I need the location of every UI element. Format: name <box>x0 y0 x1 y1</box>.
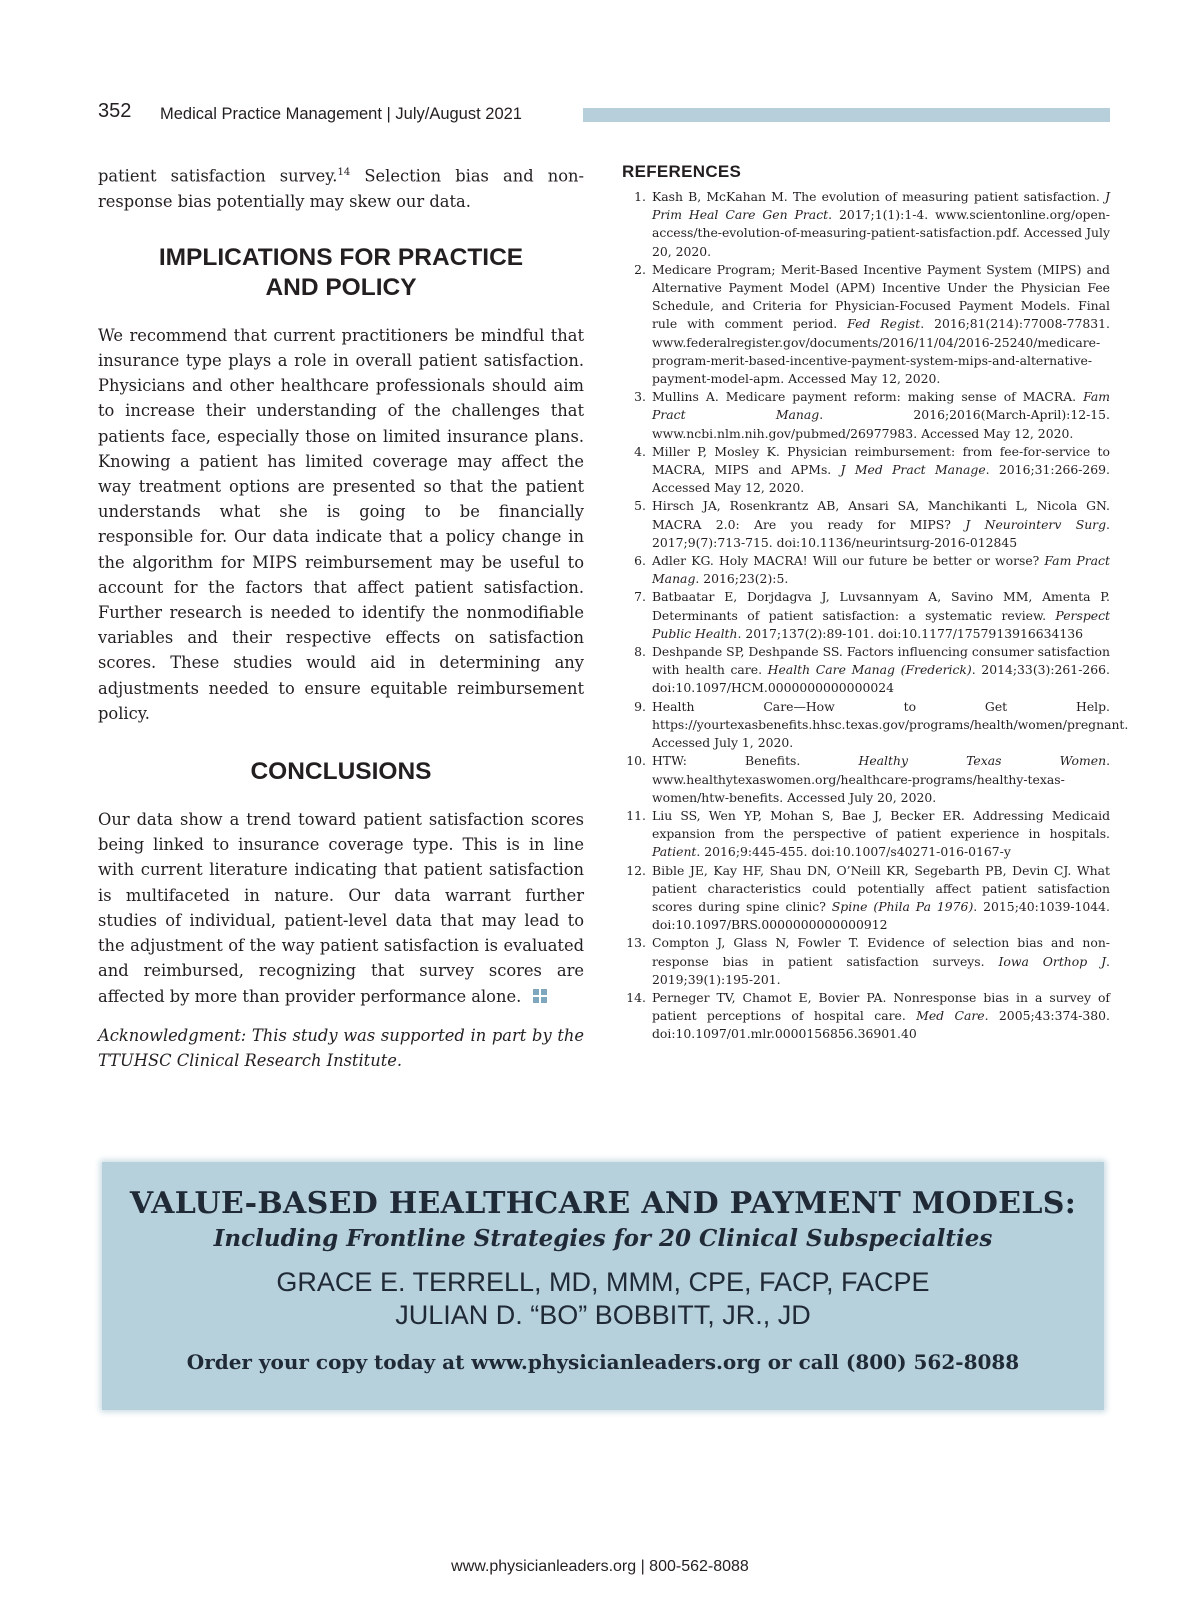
ad-authors <box>102 1266 1104 1332</box>
book-advertisement <box>102 1162 1104 1410</box>
page-header <box>98 100 1110 130</box>
reference-item <box>622 807 1110 862</box>
ad-author-2: JULIAN D. “BO” BOBBITT, JR., JD <box>395 1300 811 1330</box>
reference-journal: Spine (Phila Pa 1976) <box>831 898 974 914</box>
reference-number: 13. <box>626 935 646 951</box>
page-footer: www.physicianleaders.org | 800-562-8088 <box>451 1558 749 1575</box>
reference-journal: Patient <box>652 844 697 860</box>
reference-number: 4. <box>634 443 646 459</box>
reference-journal: J Neurointerv Surg <box>965 516 1107 532</box>
intro-paragraph: patient satisfaction survey.$^{14}$ Selection bias and non-response bias potentially may skew our data. <box>98 166 584 211</box>
page-number: 352 <box>98 100 132 122</box>
reference-number: 14. <box>626 989 646 1005</box>
reference-journal: J Prim Heal Care Gen Pract <box>652 189 1110 223</box>
header-accent-bar <box>583 108 1110 122</box>
reference-text: Deshpande SP, Deshpande SS. Factors influencing consumer satisfaction with health care. <box>652 644 1110 678</box>
reference-journal: Health Care Manag (Frederick) <box>767 662 972 678</box>
reference-text: Liu SS, Wen YP, Mohan S, Bae J, Becker ER. Addressing Medicaid expansion from the perspective of patient experience in hospitals. <box>652 807 1110 842</box>
ad-author-1: GRACE E. TERRELL, MD, MMM, CPE, FACP, FACPE <box>276 1267 930 1297</box>
reference-text: HTW: Benefits. <box>652 753 859 769</box>
reference-item <box>622 552 1110 588</box>
reference-details: . 2017;1(1):1-4. www.scientonline.org/open-access/the-evolution-of-measuring-patient-satisfaction.pdf. Accessed July 20, 2020. <box>652 207 1110 259</box>
reference-text: Bible JE, Kay HF, Shau DN, O’Neill KR, Segebarth PB, Devin CJ. What patient characteristics could potentially affect patient satisfaction scores during spine clinic? <box>652 862 1110 914</box>
reference-journal: Perspect Public Health <box>652 607 1110 641</box>
reference-number: 8. <box>634 644 646 660</box>
reference-item <box>622 261 1110 388</box>
reference-text: Perneger TV, Chamot E, Bovier PA. Nonresponse bias in a survey of patient perceptions of hospital care. <box>652 989 1110 1024</box>
reference-details: . 2016;23(2):5. <box>695 571 789 587</box>
reference-text: Adler KG. Holy MACRA! Will our future be better or worse? <box>652 553 1045 569</box>
ad-subtitle: Including Frontline Strategies for 20 Clinical Subspecialties <box>213 1225 993 1252</box>
reference-item <box>622 643 1110 698</box>
reference-item <box>622 497 1110 552</box>
reference-number: 1. <box>634 189 646 204</box>
reference-item <box>622 934 1110 989</box>
reference-text: Medicare Program; Merit-Based Incentive Payment System (MIPS) and Alternative Payment Model (APM) Incentive Under the Physician Fee Schedule, and Criteria for Physician-Focused Payment Models. Final rule with comment period. <box>652 261 1110 332</box>
implications-paragraph: We recommend that current practitioners be mindful that insurance type plays a role in overall patient satisfaction. Physicians and other healthcare professionals should aim to increase their understanding of the challenges that patients face, especially those on limited insurance plans. Knowing a patient has limited coverage may affect the way treatment options are presented so that the patient understands what she is going to be financially responsible for. Our data indicate that a policy change in the algorithm for MIPS reimbursement may be useful to account for the factors that affect patient satisfaction. Further research is needed to identify the nonmodifiable variables and their respective effects on satisfaction scores. These studies would aid in determining any adjustments needed to ensure equitable reimbursement policy. <box>98 325 584 723</box>
reference-details: . 2016;31:266-269. Accessed May 12, 2020. <box>652 462 1110 496</box>
reference-item <box>622 443 1110 498</box>
implications-heading: IMPLICATIONS FOR PRACTICE AND POLICY <box>158 243 524 301</box>
reference-text: Health Care—How to Get Help. https://yourtexasbenefits.hhsc.texas.gov/programs/health/women/pregnant. Accessed July 1, 2020. <box>652 698 1129 751</box>
reference-journal: Fed Regist <box>847 316 921 332</box>
reference-list <box>622 188 1129 1044</box>
ad-title: VALUE-BASED HEALTHCARE AND PAYMENT MODELS: <box>129 1186 1077 1221</box>
reference-number: 7. <box>634 589 646 605</box>
reference-text: Batbaatar E, Dorjdagva J, Luvsannyam A, Savino MM, Amenta P. Determinants of patient satisfaction: a systematic review. <box>652 589 1110 623</box>
references-heading: REFERENCES <box>622 162 742 181</box>
reference-journal: J Med Pract Manage <box>840 462 986 478</box>
reference-item <box>622 588 1110 643</box>
reference-details: . 2015;40:1039-1044. doi:10.1097/BRS.0000000000000912 <box>652 898 1110 933</box>
running-head: Medical Practice Management | July/August 2021 <box>160 105 522 123</box>
reference-details: . 2016;9:445-455. doi:10.1007/s40271-016-0167-y <box>696 844 1011 860</box>
reference-journal: Fam Pract Manag <box>652 389 1110 423</box>
reference-text: Mullins A. Medicare payment reform: making sense of MACRA. <box>652 389 1084 405</box>
reference-text: Kash B, McKahan M. The evolution of measuring patient satisfaction. <box>652 189 1106 204</box>
reference-number: 9. <box>634 698 646 714</box>
reference-item <box>622 188 1110 261</box>
reference-number: 5. <box>634 498 646 514</box>
reference-number: 2. <box>634 261 646 277</box>
reference-details: . 2017;9(7):713-715. doi:10.1136/neurintsurg-2016-012845 <box>652 516 1110 550</box>
ad-order-line: Order your copy today at www.physicianleaders.org or call (800) 562-8088 <box>186 1350 1020 1374</box>
reference-details: . www.healthytexaswomen.org/healthcare-programs/healthy-texas-women/htw-benefits. Accessed July 20, 2020. <box>652 753 1111 805</box>
reference-number: 11. <box>626 807 646 823</box>
reference-item <box>622 698 1129 753</box>
reference-details: . 2016;2016(March-April):12-15. www.ncbi.nlm.nih.gov/pubmed/26977983. Accessed May 12, 2020. <box>652 407 1110 441</box>
left-column <box>98 160 584 1073</box>
reference-item <box>622 989 1110 1044</box>
references-column <box>622 162 1129 1044</box>
end-of-article-icon <box>533 989 547 1003</box>
reference-details: . 2017;137(2):89-101. doi:10.1177/1757913916634136 <box>737 625 1084 641</box>
reference-number: 6. <box>634 553 646 569</box>
conclusions-paragraph: Our data show a trend toward patient satisfaction scores being linked to insurance coverage type. This is in line with current literature indicating that patient satisfaction is multifaceted in nature. Our data warrant further studies of individual, patient-level data that may lead to the adjustment of the way patient satisfaction is evaluated and reimbursed, recognizing that survey scores are affected by more than provider performance alone. <box>98 810 584 1006</box>
reference-journal: Iowa Orthop J <box>998 953 1107 969</box>
reference-number: 10. <box>626 753 646 769</box>
reference-details: . 2016;81(214):77008-77831. www.federalregister.gov/documents/2016/11/04/2016-25240/medicare-program-merit-based-incentive-payment-system-mips-and-alternative-payment-model-apm. Accessed May 12, 2020. <box>652 316 1110 387</box>
reference-details: . 2005;43:374-380. doi:10.1097/01.mlr.0000156856.36901.40 <box>652 1008 1110 1042</box>
reference-text: Hirsch JA, Rosenkrantz AB, Ansari SA, Manchikanti L, Nicola GN. MACRA 2.0: Are you ready for MIPS? <box>652 498 1110 532</box>
reference-journal: Med Care <box>916 1008 985 1024</box>
reference-number: 3. <box>634 389 646 405</box>
reference-journal: Healthy Texas Women <box>858 753 1107 769</box>
reference-details: . 2014;33(3):261-266. doi:10.1097/HCM.0000000000000024 <box>652 662 1110 696</box>
reference-item <box>622 752 1110 807</box>
conclusions-heading: CONCLUSIONS <box>250 758 432 786</box>
reference-item <box>622 862 1110 935</box>
reference-text: Miller P, Mosley K. Physician reimbursement: from fee-for-service to MACRA, MIPS and APMs. <box>652 443 1110 478</box>
citation-superscript: 14 <box>337 167 351 178</box>
reference-text: Compton J, Glass N, Fowler T. Evidence of selection bias and non-response bias in patient satisfaction surveys. <box>652 935 1110 969</box>
reference-item <box>622 388 1110 443</box>
reference-journal: Fam Pract Manag <box>652 553 1110 587</box>
acknowledgment: Acknowledgment: This study was supported in part by the TTUHSC Clinical Research Institute. <box>98 1025 584 1070</box>
reference-details: . 2019;39(1):195-201. <box>652 953 1110 987</box>
reference-number: 12. <box>626 862 646 878</box>
